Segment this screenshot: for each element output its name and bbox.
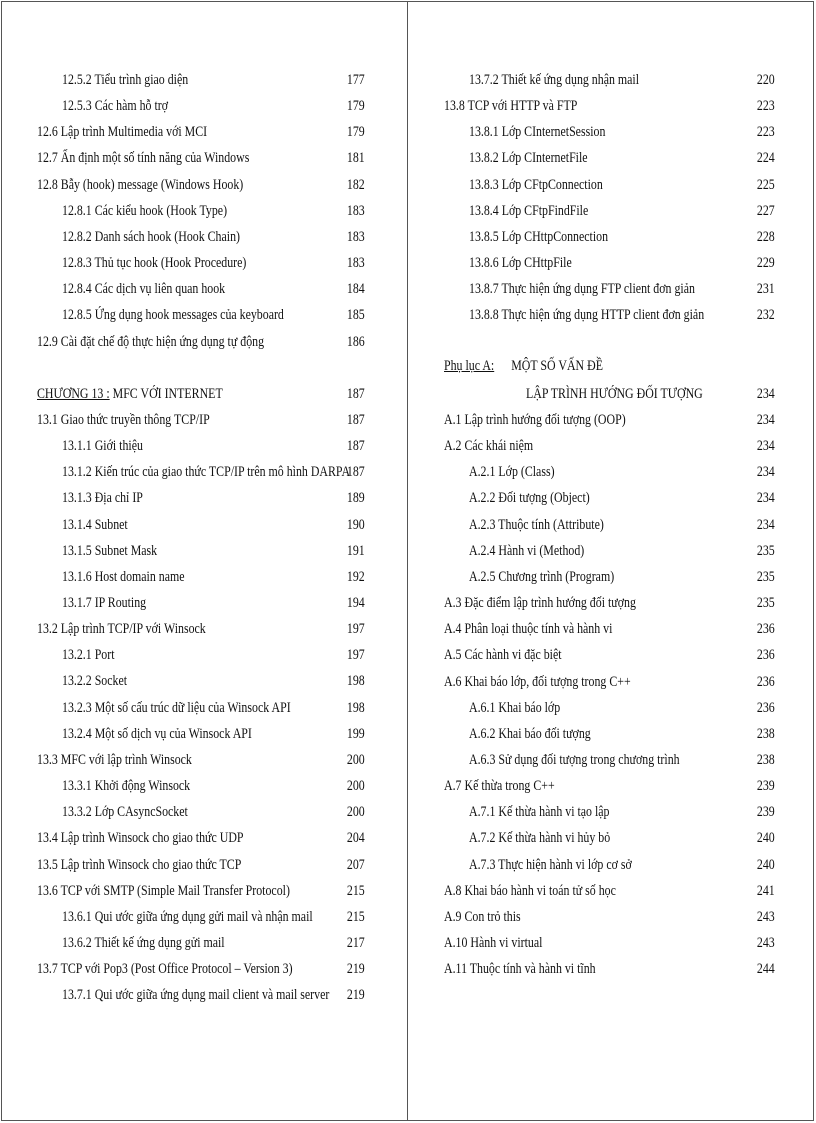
toc-entry-page: 234 — [757, 516, 775, 533]
toc-entry-page: 204 — [347, 830, 365, 847]
toc-entry-label: CHƯƠNG 13 : MFC VỚI INTERNET — [37, 385, 223, 402]
toc-entry[interactable] — [444, 305, 775, 325]
toc-entry-label: A.7.2 Kế thừa hành vi hủy bỏ — [469, 830, 611, 847]
toc-entry-page: 240 — [757, 830, 775, 847]
toc-entry-page: 236 — [757, 699, 775, 716]
toc-entry-label: 13.2 Lập trình TCP/IP với Winsock — [37, 621, 206, 638]
toc-entry-page: 190 — [347, 516, 365, 533]
toc-entry-label: A.2.3 Thuộc tính (Attribute) — [469, 516, 604, 533]
toc-entry[interactable] — [37, 96, 365, 116]
toc-entry[interactable] — [444, 672, 775, 692]
toc-entry-label: 12.8.2 Danh sách hook (Hook Chain) — [62, 228, 240, 245]
toc-entry-page: 220 — [757, 72, 775, 88]
toc-entry-label: 12.6 Lập trình Multimedia với MCI — [37, 124, 208, 141]
toc-entry-label: 13.1.6 Host domain name — [62, 568, 185, 585]
toc-entry[interactable] — [444, 933, 775, 953]
toc-entry[interactable] — [37, 698, 365, 718]
toc-entry-label: A.3 Đặc điểm lập trình hướng đối tượng — [444, 595, 636, 612]
toc-entry-page: 238 — [757, 725, 775, 742]
appendix-title-line2: LẬP TRÌNH HƯỚNG ĐỐI TƯỢNG — [526, 386, 703, 402]
toc-entry-page: 229 — [757, 255, 775, 272]
toc-entry-label: 13.7.2 Thiết kế ứng dụng nhận mail — [469, 72, 640, 88]
toc-entry[interactable] — [444, 488, 775, 508]
appendix-label: Phụ lục A: — [444, 358, 495, 374]
toc-entry[interactable] — [444, 515, 775, 535]
toc-entry-page: 197 — [347, 647, 365, 664]
toc-entry-label: 13.1.1 Giới thiệu — [62, 438, 143, 455]
toc-entry[interactable] — [444, 122, 775, 142]
toc-entry-label: 12.8.4 Các dịch vụ liên quan hook — [62, 281, 226, 298]
toc-entry[interactable] — [37, 567, 365, 587]
toc-entry-label: 13.2.4 Một số dịch vụ của Winsock API — [62, 725, 252, 742]
toc-entry-page: 231 — [757, 281, 775, 298]
toc-entry-label: A.6.2 Khai báo đối tượng — [469, 725, 591, 742]
toc-entry-page: 239 — [757, 804, 775, 821]
toc-entry[interactable] — [37, 593, 365, 613]
toc-entry-label: 13.4 Lập trình Winsock cho giao thức UDP — [37, 830, 244, 847]
toc-entry[interactable] — [37, 436, 365, 456]
toc-entry[interactable] — [37, 645, 365, 665]
toc-entry-page: 215 — [347, 908, 365, 925]
toc-entry[interactable] — [444, 959, 775, 979]
toc-entry[interactable] — [444, 907, 775, 927]
toc-entry-label: A.7.3 Thực hiện hành vi lớp cơ sở — [469, 856, 632, 873]
toc-entry-label: 13.8.1 Lớp CInternetSession — [469, 124, 606, 141]
toc-entry[interactable] — [37, 855, 365, 875]
toc-entry[interactable] — [37, 332, 365, 352]
toc-entry-page: 187 — [347, 411, 365, 428]
toc-entry-label: 13.2.1 Port — [62, 647, 115, 664]
toc-entry[interactable] — [444, 724, 775, 744]
toc-entry[interactable] — [444, 645, 775, 665]
toc-entry[interactable] — [444, 881, 775, 901]
toc-entry[interactable] — [37, 70, 365, 90]
toc-entry-label: 13.1.3 Địa chỉ IP — [62, 490, 143, 507]
toc-entry-label: 12.5.2 Tiểu trình giao diện — [62, 72, 189, 88]
toc-entry-label: 13.8.5 Lớp CHttpConnection — [469, 228, 609, 245]
toc-entry-page: 186 — [347, 333, 365, 350]
toc-entry[interactable] — [444, 567, 775, 587]
toc-entry-page: 179 — [347, 98, 365, 115]
toc-entry-label: A.2.5 Chương trình (Program) — [469, 568, 615, 585]
toc-entry-label: 13.6.1 Qui ước giữa ứng dụng gửi mail và nhận mail — [62, 908, 313, 925]
toc-entry-label: 13.8.4 Lớp CFtpFindFile — [469, 202, 589, 219]
toc-entry[interactable] — [37, 384, 365, 404]
toc-entry-label: 13.1.5 Subnet Mask — [62, 542, 158, 559]
toc-entry-page: 223 — [757, 124, 775, 141]
toc-entry-label: 13.8.2 Lớp CInternetFile — [469, 150, 588, 167]
toc-entry[interactable] — [37, 724, 365, 744]
toc-entry-page: 184 — [347, 281, 365, 298]
toc-entry-label: 12.8.3 Thủ tục hook (Hook Procedure) — [62, 255, 247, 272]
toc-entry-label: A.9 Con trỏ this — [444, 908, 521, 925]
toc-entry-label: 13.8.3 Lớp CFtpConnection — [469, 176, 603, 193]
toc-entry-page: 187 — [347, 438, 365, 455]
toc-entry-label: 13.3.1 Khởi động Winsock — [62, 778, 191, 795]
toc-entry-label: 13.8.8 Thực hiện ứng dụng HTTP client đơn giản — [469, 307, 705, 324]
toc-entry-page: 241 — [757, 882, 775, 899]
toc-entry[interactable] — [37, 122, 365, 142]
toc-entry-page: 200 — [347, 778, 365, 795]
toc-entry[interactable] — [444, 698, 775, 718]
toc-entry[interactable] — [444, 462, 775, 482]
toc-entry-label: 13.5 Lập trình Winsock cho giao thức TCP — [37, 856, 242, 873]
column-divider — [407, 1, 408, 1121]
toc-entry-page: 191 — [347, 542, 365, 559]
toc-entry[interactable] — [444, 436, 775, 456]
toc-entry-page: 189 — [347, 490, 365, 507]
toc-entry-label: A.7.1 Kế thừa hành vi tạo lập — [469, 804, 610, 821]
toc-entry-page: 244 — [757, 961, 775, 978]
toc-entry[interactable] — [444, 776, 775, 796]
toc-entry[interactable] — [444, 750, 775, 770]
toc-entry[interactable] — [37, 279, 365, 299]
toc-entry-label: 12.8 Bẫy (hook) message (Windows Hook) — [37, 176, 244, 193]
toc-entry-label: 12.7 Ấn định một số tính năng của Windows — [37, 150, 250, 167]
toc-entry[interactable] — [37, 148, 365, 168]
toc-entry[interactable] — [444, 802, 775, 822]
toc-entry[interactable] — [37, 462, 365, 482]
toc-entry[interactable] — [37, 881, 365, 901]
toc-entry-page: 238 — [757, 751, 775, 768]
toc-entry[interactable] — [444, 828, 775, 848]
toc-entry[interactable] — [37, 985, 365, 1005]
toc-entry-page: 187 — [347, 385, 365, 402]
toc-entry-page: 227 — [757, 202, 775, 219]
appendix-title-page: 234 — [757, 386, 775, 402]
toc-entry[interactable] — [444, 148, 775, 168]
toc-entry[interactable] — [37, 305, 365, 325]
toc-entry[interactable] — [37, 933, 365, 953]
toc-entry-label: 13.2.3 Một số cấu trúc dữ liệu của Winsock API — [62, 699, 291, 716]
toc-entry-page: 235 — [757, 568, 775, 585]
toc-entry-page: 232 — [757, 307, 775, 324]
toc-entry-page: 185 — [347, 307, 365, 324]
toc-entry-label: A.6 Khai báo lớp, đối tượng trong C++ — [444, 673, 631, 690]
toc-entry-page: 217 — [347, 934, 365, 951]
toc-entry[interactable] — [37, 828, 365, 848]
toc-entry[interactable] — [444, 70, 775, 90]
toc-entry-label: 13.7.1 Qui ước giữa ứng dụng mail client và mail server — [62, 987, 330, 1004]
toc-entry[interactable] — [37, 907, 365, 927]
toc-entry-label: 13.1.2 Kiến trúc của giao thức TCP/IP trên mô hình DARPA — [62, 464, 351, 481]
toc-entry-label: 13.6 TCP với SMTP (Simple Mail Transfer Protocol) — [37, 882, 290, 899]
toc-entry[interactable] — [444, 175, 775, 195]
toc-entry-label: A.2.1 Lớp (Class) — [469, 464, 555, 481]
toc-entry-page: 236 — [757, 673, 775, 690]
toc-entry-page: 200 — [347, 751, 365, 768]
toc-entry-label: 13.3.2 Lớp CAsyncSocket — [62, 804, 188, 821]
toc-entry-label: A.8 Khai báo hành vi toán tử số học — [444, 882, 616, 899]
toc-entry[interactable] — [37, 410, 365, 430]
toc-entry-label: 12.8.1 Các kiểu hook (Hook Type) — [62, 202, 228, 219]
toc-entry[interactable] — [444, 253, 775, 273]
toc-entry-page: 183 — [347, 228, 365, 245]
toc-entry-page: 219 — [347, 987, 365, 1004]
toc-entry-page: 239 — [757, 778, 775, 795]
toc-entry[interactable] — [444, 619, 775, 639]
toc-entry-label: A.2.4 Hành vi (Method) — [469, 542, 585, 559]
toc-entry-label: A.2 Các khái niệm — [444, 438, 534, 455]
toc-entry-label: A.1 Lập trình hướng đối tượng (OOP) — [444, 412, 626, 428]
toc-entry-page: 223 — [757, 98, 775, 115]
toc-entry[interactable] — [37, 802, 365, 822]
toc-entry-label: 13.8.7 Thực hiện ứng dụng FTP client đơn giản — [469, 281, 695, 298]
toc-entry-label: A.10 Hành vi virtual — [444, 935, 543, 951]
toc-entry-label: 13.8.6 Lớp CHttpFile — [469, 255, 572, 272]
toc-entry[interactable] — [37, 201, 365, 221]
toc-entry-label: A.5 Các hành vi đặc biệt — [444, 647, 562, 664]
toc-entry-label: 12.8.5 Ứng dụng hook messages của keyboard — [62, 307, 284, 324]
toc-entry-label: 13.1.7 IP Routing — [62, 595, 147, 611]
toc-entry-page: 240 — [757, 856, 775, 873]
appendix-heading-line1 — [444, 356, 603, 376]
toc-entry-page: 243 — [757, 935, 775, 951]
toc-entry[interactable] — [444, 410, 775, 430]
toc-entry-page: 207 — [347, 856, 365, 873]
toc-entry-page: 177 — [347, 72, 365, 88]
toc-entry[interactable] — [444, 201, 775, 221]
toc-entry[interactable] — [37, 488, 365, 508]
toc-entry-page: 234 — [757, 490, 775, 507]
toc-entry-page: 224 — [757, 150, 775, 167]
toc-entry-page: 243 — [757, 908, 775, 925]
toc-entry[interactable] — [444, 541, 775, 561]
toc-entry-label: 13.6.2 Thiết kế ứng dụng gửi mail — [62, 934, 225, 951]
toc-entry[interactable] — [37, 671, 365, 691]
toc-entry[interactable] — [37, 227, 365, 247]
toc-entry-page: 183 — [347, 202, 365, 219]
toc-entry-page: 179 — [347, 124, 365, 141]
appendix-title-line1: MỘT SỐ VẤN ĐỀ — [511, 358, 603, 374]
toc-entry-page: 219 — [347, 961, 365, 978]
toc-entry-label: A.2.2 Đối tượng (Object) — [469, 490, 590, 507]
toc-entry[interactable] — [37, 776, 365, 796]
toc-entry-page: 182 — [347, 176, 365, 193]
toc-entry[interactable] — [37, 619, 365, 639]
toc-entry-page: 192 — [347, 568, 365, 585]
toc-entry-label: 13.7 TCP với Pop3 (Post Office Protocol – Version 3) — [37, 961, 293, 978]
toc-entry-page: 228 — [757, 228, 775, 245]
toc-entry[interactable] — [37, 959, 365, 979]
toc-entry-page: 181 — [347, 150, 365, 167]
toc-entry-page: 234 — [757, 464, 775, 481]
toc-entry-label: 12.9 Cài đặt chế độ thực hiện ứng dụng tự động — [37, 333, 265, 350]
toc-entry[interactable] — [37, 515, 365, 535]
toc-entry-page: 198 — [347, 673, 365, 690]
toc-entry-label: 13.8 TCP với HTTP và FTP — [444, 98, 578, 115]
toc-entry-page: 236 — [757, 647, 775, 664]
toc-entry-page: 235 — [757, 595, 775, 612]
toc-entry-label: A.6.1 Khai báo lớp — [469, 699, 561, 716]
toc-entry-page: 215 — [347, 882, 365, 899]
toc-entry-page: 198 — [347, 699, 365, 716]
toc-entry-page: 234 — [757, 438, 775, 455]
toc-entry-page: 236 — [757, 621, 775, 638]
toc-entry[interactable] — [37, 750, 365, 770]
toc-entry-page: 200 — [347, 804, 365, 821]
toc-entry[interactable] — [37, 253, 365, 273]
toc-entry-label: 13.3 MFC với lập trình Winsock — [37, 751, 192, 768]
toc-entry-page: 225 — [757, 176, 775, 193]
toc-entry[interactable] — [37, 541, 365, 561]
toc-entry-label: A.11 Thuộc tính và hành vi tĩnh — [444, 961, 596, 978]
toc-entry-label: 12.5.3 Các hàm hỗ trợ — [62, 98, 169, 115]
toc-entry-label: A.6.3 Sử dụng đối tượng trong chương trình — [469, 751, 680, 768]
toc-entry[interactable] — [444, 227, 775, 247]
toc-entry-page: 187 — [347, 464, 365, 481]
toc-entry-page: 199 — [347, 725, 365, 742]
appendix-title-row[interactable] — [444, 384, 775, 404]
toc-entry-label: A.4 Phân loại thuộc tính và hành vi — [444, 621, 613, 638]
toc-entry-page: 235 — [757, 542, 775, 559]
toc-entry-page: 234 — [757, 412, 775, 428]
toc-entry-label: 13.1.4 Subnet — [62, 516, 128, 533]
toc-entry[interactable] — [444, 593, 775, 613]
toc-entry-page: 194 — [347, 595, 365, 611]
toc-entry-label: 13.1 Giao thức truyền thông TCP/IP — [37, 411, 210, 428]
toc-entry[interactable] — [444, 96, 775, 116]
toc-entry-label: A.7 Kế thừa trong C++ — [444, 778, 555, 795]
toc-entry[interactable] — [37, 175, 365, 195]
toc-entry-label: 13.2.2 Socket — [62, 673, 128, 690]
toc-entry[interactable] — [444, 855, 775, 875]
toc-entry[interactable] — [444, 279, 775, 299]
toc-entry-page: 183 — [347, 255, 365, 272]
toc-entry-page: 197 — [347, 621, 365, 638]
